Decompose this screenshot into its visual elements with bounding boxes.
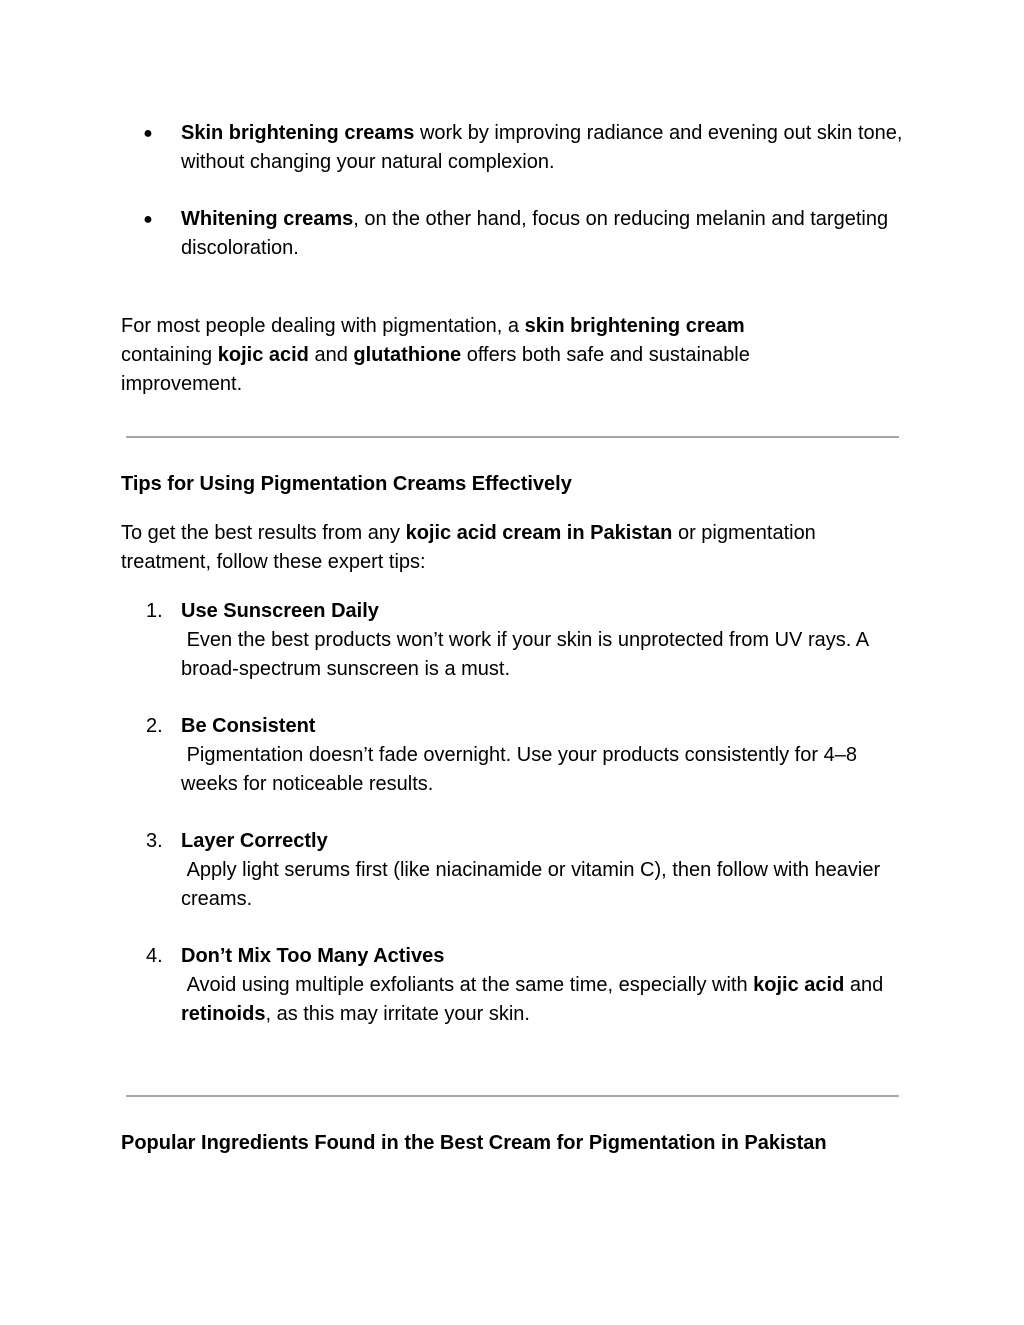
summary-paragraph: [121, 312, 821, 399]
summary-text: and: [308, 344, 354, 366]
section-heading-ingredients: Popular Ingredients Found in the Best Cream for Pigmentation in Pakistan: [121, 1132, 827, 1154]
bullet-text: , on the other hand, focus on reducing melanin and targeting discoloration.: [181, 208, 889, 259]
tip-desc-bold: kojic acid: [753, 974, 845, 996]
tip-item-layer: [181, 827, 886, 914]
tip-description: Pigmentation doesn’t fade overnight. Use your products consistently for 4–8 weeks for noticeable results.: [181, 744, 863, 795]
summary-text: offers both safe and sustainable improvement.: [121, 344, 750, 395]
tip-description: Apply light serums first (like niacinamide or vitamin C), then follow with heavier creams.: [181, 859, 886, 910]
tip-title: Layer Correctly: [181, 830, 328, 852]
tips-intro-paragraph: [121, 519, 901, 577]
bullet-marker: ●: [143, 125, 153, 142]
horizontal-divider: [126, 1095, 899, 1097]
summary-text: containing: [121, 344, 218, 366]
bullet-marker: ●: [143, 211, 153, 228]
horizontal-divider: [126, 436, 899, 438]
summary-text: For most people dealing with pigmentation, a: [121, 315, 525, 337]
tip-item-actives: [181, 942, 911, 1029]
tip-desc-bold: retinoids: [181, 1003, 266, 1025]
tip-desc-text: , as this may irritate your skin.: [265, 1003, 530, 1025]
tip-desc-text: Avoid using multiple exfoliants at the same time, especially with: [181, 974, 754, 996]
bullet-item-brightening: [181, 119, 911, 177]
tip-title: Be Consistent: [181, 715, 316, 737]
intro-bold: kojic acid cream in Pakistan: [405, 522, 673, 544]
tip-title: Use Sunscreen Daily: [181, 600, 379, 622]
list-number: 3.: [146, 830, 163, 852]
list-number: 4.: [146, 945, 163, 967]
intro-text: or pigmentation treatment, follow these expert tips:: [121, 522, 816, 573]
tip-title: Don’t Mix Too Many Actives: [181, 945, 445, 967]
bullet-text: work by improving radiance and evening out skin tone, without changing your natural complexion.: [181, 122, 903, 173]
intro-text: To get the best results from any: [121, 522, 406, 544]
summary-bold: glutathione: [353, 344, 462, 366]
tip-item-consistent: [181, 712, 886, 799]
list-number: 2.: [146, 715, 163, 737]
summary-bold: skin brightening cream: [524, 315, 745, 337]
tip-description: [181, 971, 911, 1029]
tip-description: Even the best products won’t work if your skin is unprotected from UV rays. A broad-spectrum sunscreen is a must.: [181, 629, 874, 680]
summary-bold: kojic acid: [217, 344, 309, 366]
list-number: 1.: [146, 600, 163, 622]
tip-desc-text: and: [844, 974, 889, 996]
section-heading-tips: Tips for Using Pigmentation Creams Effectively: [121, 473, 572, 495]
bullet-bold-term: Whitening creams: [181, 208, 354, 230]
bullet-bold-term: Skin brightening creams: [181, 122, 415, 144]
tip-item-sunscreen: [181, 597, 881, 684]
bullet-item-whitening: [181, 205, 911, 263]
